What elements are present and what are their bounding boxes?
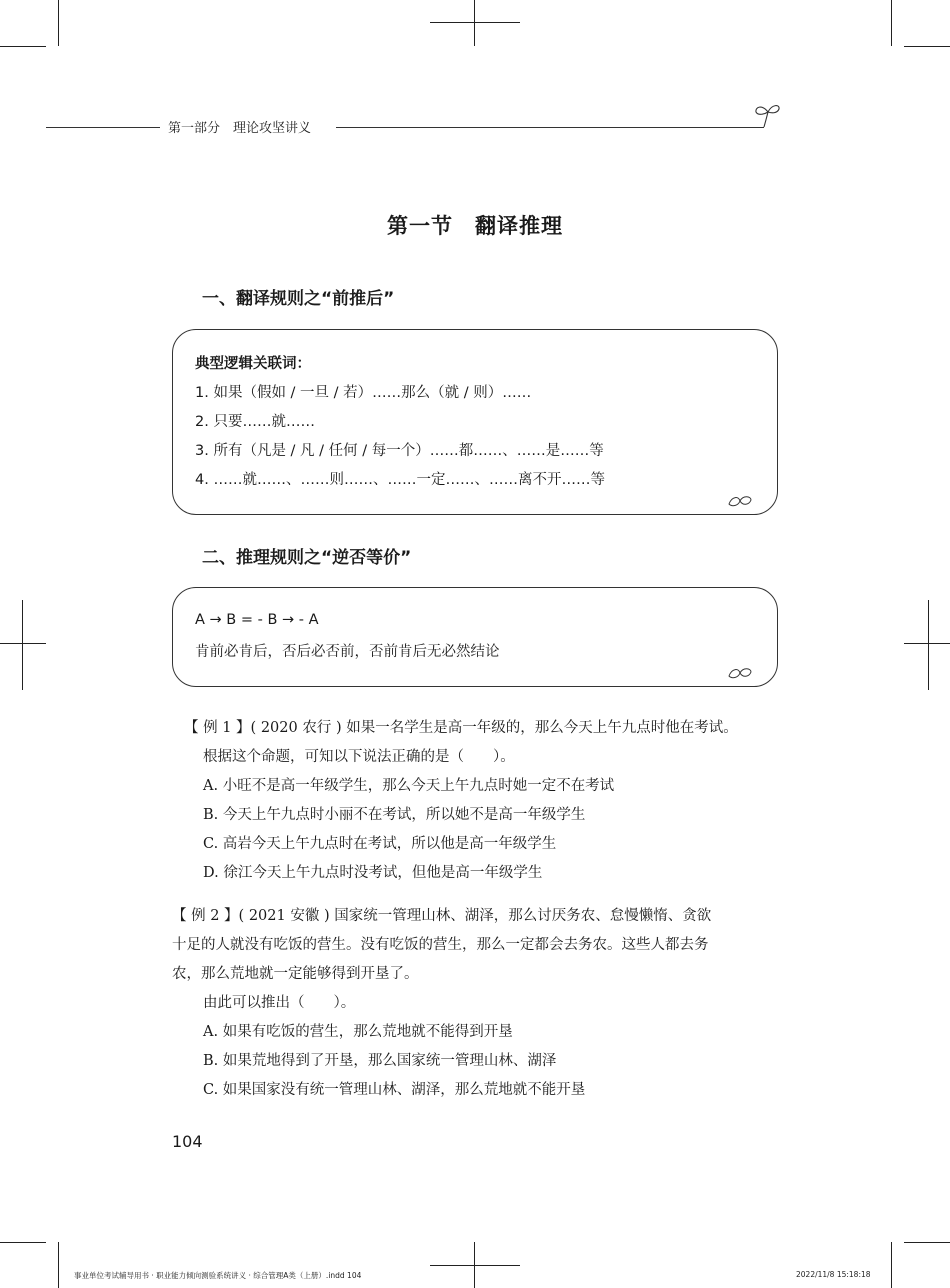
section-title: 第一节 翻译推理 — [387, 213, 563, 238]
leaf-icon — [727, 494, 753, 508]
box-line: 4. ……就……、……则……、……一定……、……离不开……等 — [195, 472, 605, 488]
contrapositive-box — [172, 587, 778, 687]
leaf-icon — [727, 666, 753, 680]
example-question: 根据这个命题，可知以下说法正确的是（ ）。 — [203, 749, 515, 765]
box-title: 典型逻辑关联词： — [195, 356, 311, 372]
footer-file-info: 事业单位考试辅导用书 · 职业能力倾向测验系统讲义 · 综合管理A类（上册）.indd 104 — [74, 1271, 362, 1280]
heading-inference-rule: 二、推理规则之“逆否等价” — [202, 548, 412, 568]
option-d: D. 徐江今天上午九点时没考试，但他是高一年级学生 — [203, 865, 543, 881]
example-stem: 【 例 2 】( 2021 安徽 ) 国家统一管理山林、湖泽，那么讨厌务农、怠慢懒惰、贪欲 — [172, 908, 712, 924]
option-c: C. 高岩今天上午九点时在考试，所以他是高一年级学生 — [203, 836, 557, 852]
header-rule-left — [46, 127, 160, 128]
page-number: 104 — [172, 1132, 203, 1151]
option-b: B. 今天上午九点时小丽不在考试，所以她不是高一年级学生 — [203, 807, 586, 823]
example-stem: 【 例 1 】( 2020 农行 ) 如果一名学生是高一年级的，那么今天上午九点时他在考试。 — [184, 720, 738, 736]
option-a: A. 如果有吃饭的营生，那么荒地就不能得到开垦 — [203, 1024, 513, 1040]
header-rule-right — [336, 127, 764, 128]
box-line: 肯前必肯后，否后必否前，否前肯后无必然结论 — [195, 644, 500, 660]
example-question: 由此可以推出（ ）。 — [203, 995, 356, 1011]
sprout-icon — [750, 100, 784, 130]
box-line: 3. 所有（凡是 / 凡 / 任何 / 每一个）……都……、……是……等 — [195, 443, 604, 459]
box-line: 2. 只要……就…… — [195, 414, 315, 430]
box-line: 1. 如果（假如 / 一旦 / 若）……那么（就 / 则）…… — [195, 385, 532, 401]
example-stem: 农，那么荒地就一定能够得到开垦了。 — [172, 966, 419, 982]
box-line: A → B = - B → - A — [195, 612, 319, 628]
example-stem: 十足的人就没有吃饭的营生。没有吃饭的营生，那么一定都会去务农。这些人都去务 — [172, 937, 709, 953]
running-header: 第一部分 理论攻坚讲义 — [168, 121, 312, 136]
footer-timestamp: 2022/11/8 15:18:18 — [796, 1270, 871, 1279]
logic-connectives-box — [172, 329, 778, 515]
heading-translation-rule: 一、翻译规则之“前推后” — [202, 289, 395, 309]
option-a: A. 小旺不是高一年级学生，那么今天上午九点时她一定不在考试 — [203, 778, 615, 794]
option-b: B. 如果荒地得到了开垦，那么国家统一管理山林、湖泽 — [203, 1053, 557, 1069]
option-c: C. 如果国家没有统一管理山林、湖泽，那么荒地就不能开垦 — [203, 1082, 586, 1098]
